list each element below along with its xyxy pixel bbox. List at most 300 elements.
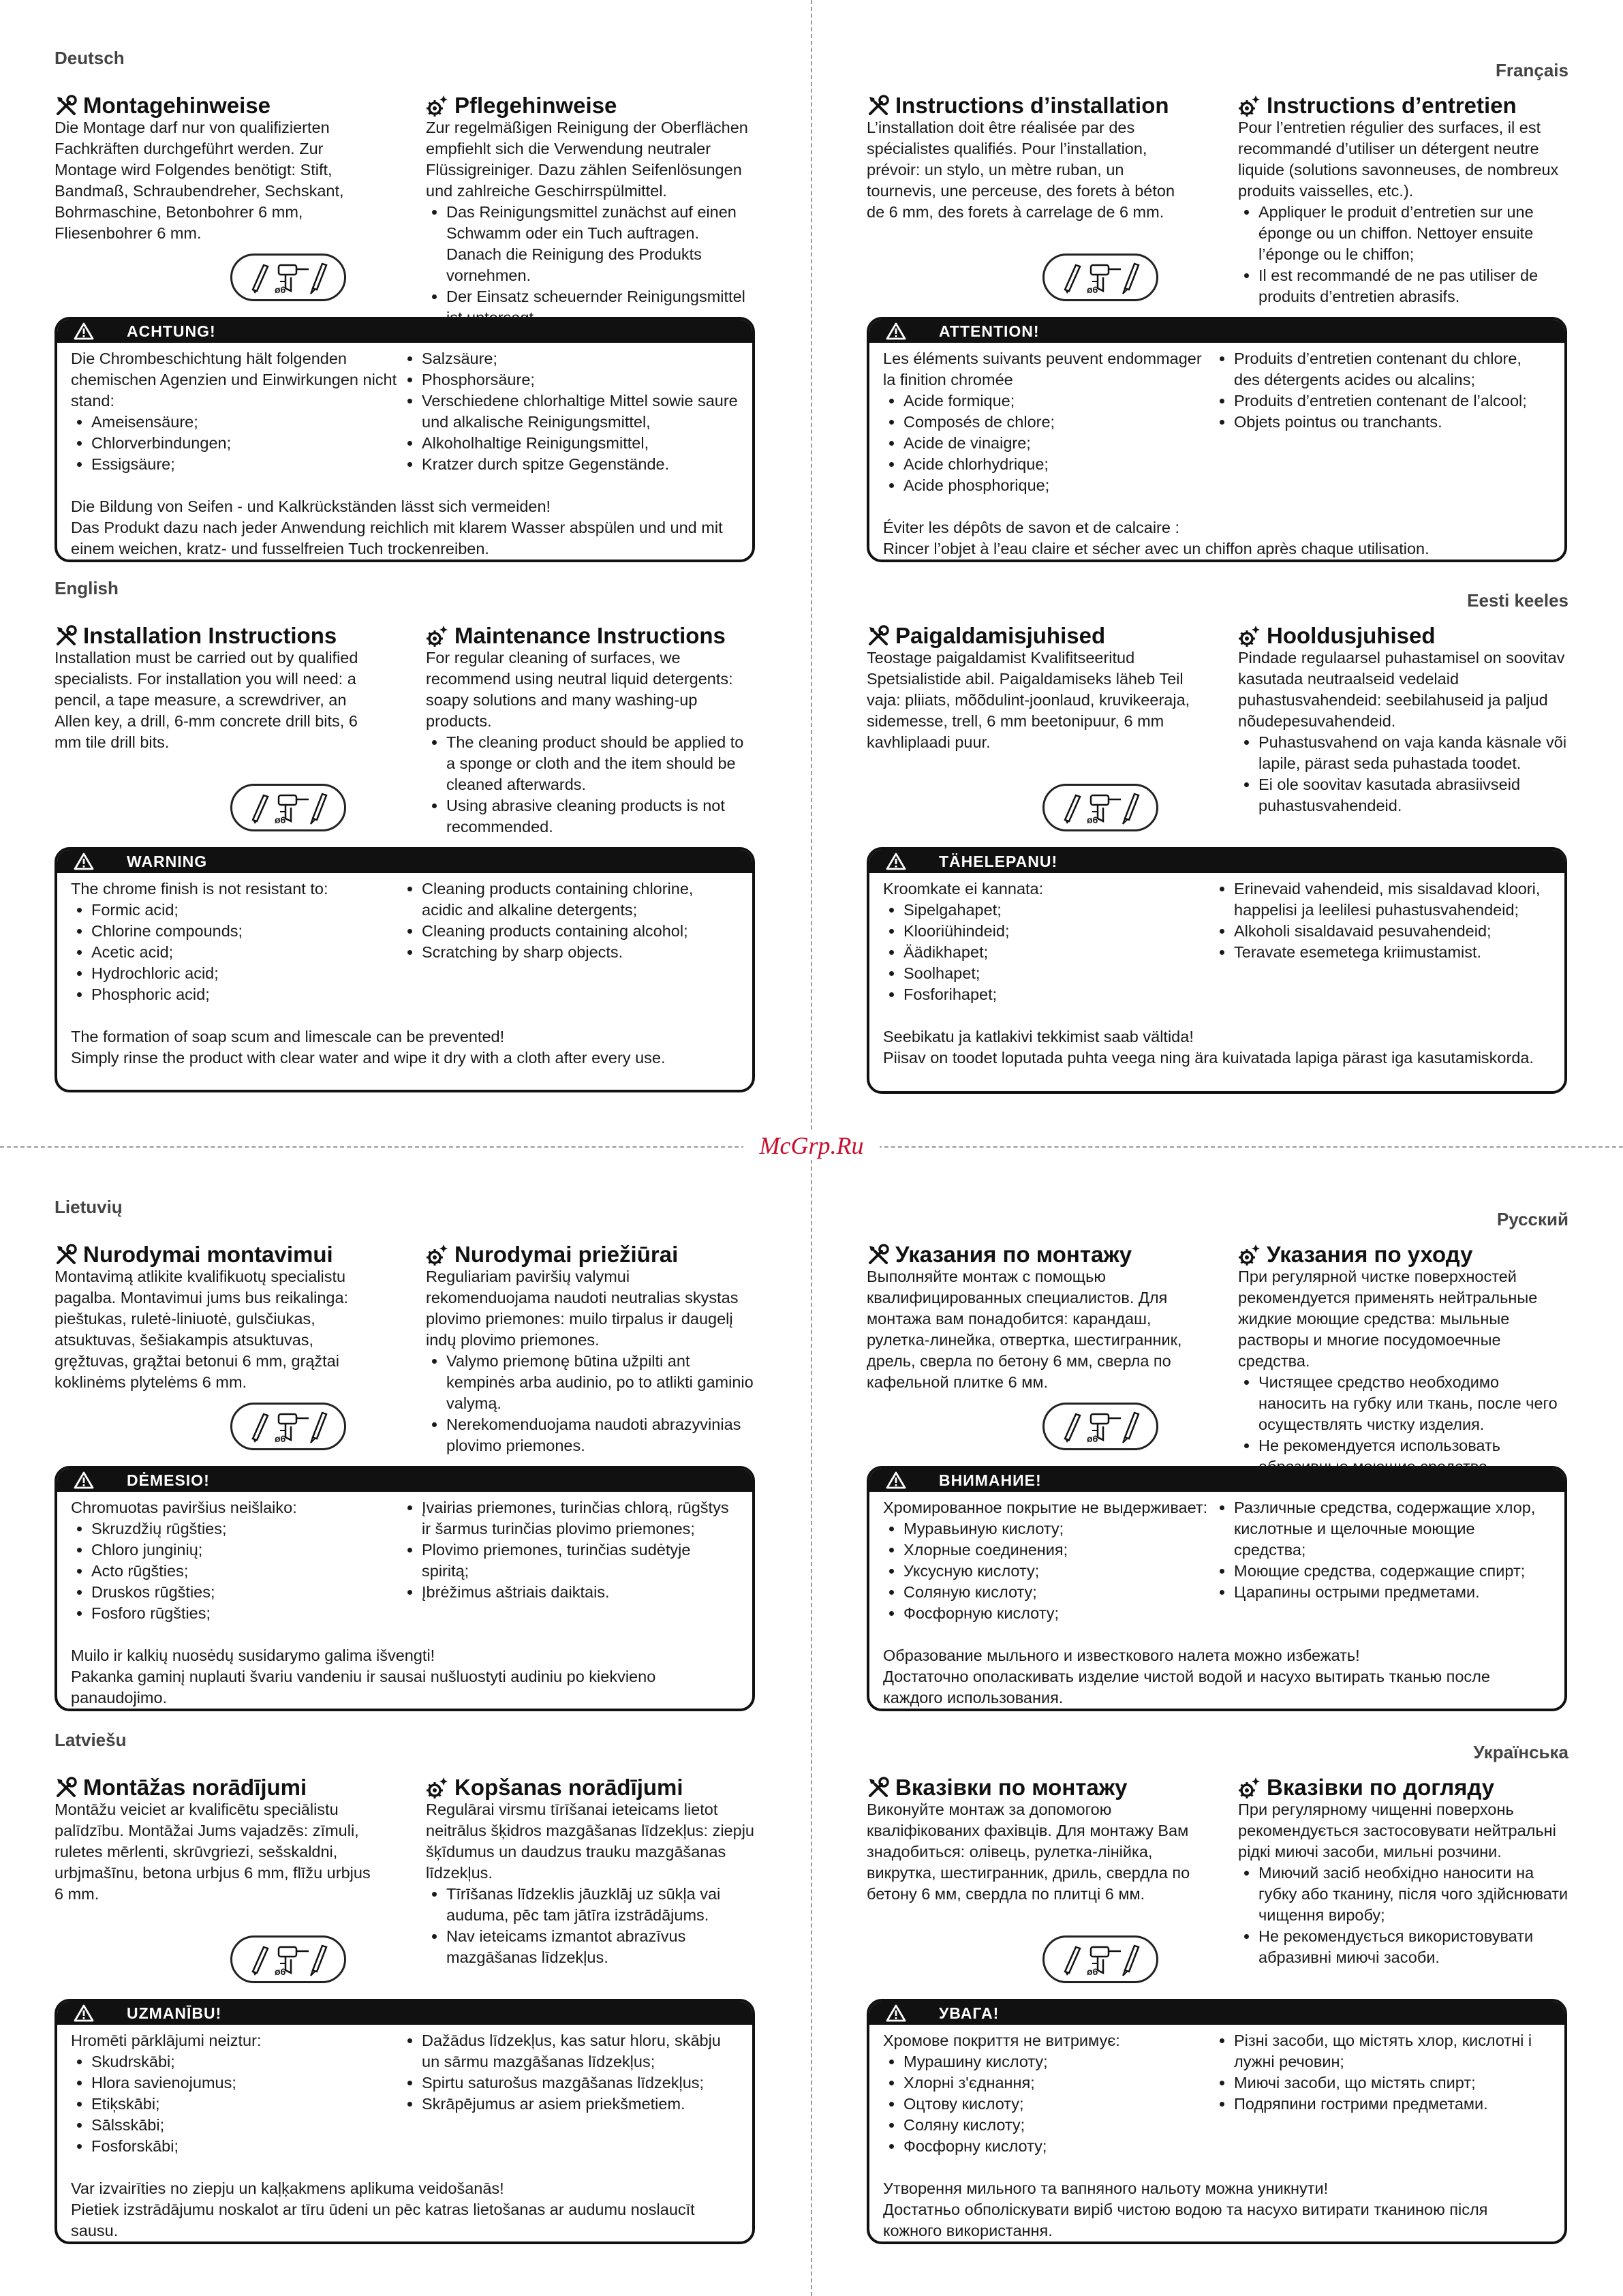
list-item: • Различные средства, содержащие хлор, кислотные и щелочные моющие средства; bbox=[1234, 1497, 1551, 1561]
warning-right-list bbox=[1214, 2030, 1551, 2115]
language-label: Lietuvių bbox=[55, 1197, 123, 1217]
wrench-screwdriver-icon bbox=[55, 1776, 83, 1799]
care-paragraph: При регулярному чищенні поверхонь рекомендується застосовувати нейтральні рідкі миючі засоби, мильні розчини. bbox=[1238, 1801, 1556, 1861]
list-item: • Kratzer durch spitze Gegenstände. bbox=[422, 454, 739, 475]
care-title bbox=[1238, 1775, 1494, 1801]
list-item: • Мурашину кислоту; bbox=[903, 2051, 1214, 2072]
warning-footer-line: Die Bildung von Seifen - und Kalkrückständen lässt sich vermeiden! bbox=[71, 498, 551, 515]
care-title bbox=[1238, 623, 1436, 649]
installation-paragraph: Installation must be carried out by qualified specialists. For installation you will need: a pencil, a tape measure, a screwdriver, an Allen key, a drill, 6-mm concrete drill bits, 6 mm tile drill bits. bbox=[55, 649, 358, 751]
warning-right-list bbox=[1214, 878, 1551, 963]
care-title bbox=[426, 93, 617, 119]
list-item: • Cleaning products containing alcohol; bbox=[422, 921, 739, 942]
list-item: • Моющие средства, содержащие спирт; bbox=[1234, 1561, 1551, 1582]
language-label: Українська bbox=[1473, 1742, 1568, 1762]
spacer bbox=[883, 1005, 1551, 1026]
list-item: • Chlorine compounds; bbox=[91, 921, 401, 942]
warning-right-column bbox=[401, 1497, 739, 1624]
warning-header bbox=[57, 850, 752, 873]
warning-triangle-icon bbox=[74, 2004, 127, 2022]
installation-title-text: Указания по монтажу bbox=[895, 1242, 1132, 1267]
care-text bbox=[1238, 1266, 1568, 1478]
list-item: • Produits d’entretien contenant du chlore, des détergents acides ou alcalins; bbox=[1234, 348, 1551, 391]
installation-title-text: Montāžas norādījumi bbox=[83, 1775, 307, 1800]
pencil-drill-screwdriver-icon bbox=[230, 1403, 346, 1450]
care-title-text: Вказівки по догляду bbox=[1267, 1775, 1495, 1800]
installation-paragraph: Teostage paigaldamist Kvalifitseeritud Spetsialistide abil. Paigaldamiseks läheb Teil vaja: pliiats, mõõdulint-joonlaud, kruvikeeraja, sidemesse, trell, 6 mm beetonipuur, 6 mm kavhliplaadi puur. bbox=[867, 649, 1190, 751]
list-item: • Dažādus līdzekļus, kas satur hloru, skābju un sārmu mazgāšanas līdzekļus; bbox=[422, 2030, 739, 2072]
warning-left-column bbox=[71, 878, 401, 1005]
list-item: • Alkoholi sisaldavaid pesuvahendeid; bbox=[1234, 921, 1551, 942]
list-item: • Tīrīšanas līdzeklis jāuzklāj uz sūkļa vai auduma, pēc tam jātīra izstrādājums. bbox=[446, 1884, 756, 1926]
warning-triangle-icon bbox=[74, 322, 127, 340]
warning-left-column bbox=[883, 1497, 1214, 1624]
drill-size-label: ø6 bbox=[275, 1433, 286, 1444]
drill-size-label: ø6 bbox=[275, 284, 286, 295]
warning-right-list bbox=[1214, 1497, 1551, 1603]
sparkle-gear-icon bbox=[426, 94, 454, 117]
warning-label: TÄHELEPANU! bbox=[939, 852, 1058, 870]
warning-header bbox=[869, 320, 1564, 343]
warning-label: DĖMESIO! bbox=[127, 1471, 210, 1489]
warning-left-column bbox=[883, 2030, 1214, 2157]
warning-body bbox=[869, 1492, 1564, 1711]
wrench-screwdriver-icon bbox=[867, 1776, 895, 1799]
installation-title-text: Montagehinweise bbox=[83, 93, 271, 118]
warning-right-list bbox=[401, 878, 739, 963]
care-text bbox=[1238, 1799, 1568, 1968]
list-item: • Acide formique; bbox=[903, 391, 1214, 412]
list-item: • Уксусную кислоту; bbox=[903, 1561, 1214, 1582]
installation-title bbox=[55, 1775, 307, 1801]
warning-intro: Хромове покриття не витримує: bbox=[883, 2032, 1120, 2049]
warning-header bbox=[869, 850, 1564, 873]
warning-columns bbox=[71, 348, 739, 475]
warning-footer-line: Seebikatu ja katlakivi tekkimist saab vältida! bbox=[883, 1028, 1194, 1045]
sparkle-gear-icon bbox=[1238, 94, 1267, 117]
care-list bbox=[1238, 1863, 1568, 1968]
list-item: • Acide chlorhydrique; bbox=[903, 454, 1214, 475]
list-item: • Druskos rūgšties; bbox=[91, 1582, 401, 1603]
pencil-drill-screwdriver-icon bbox=[230, 784, 346, 831]
list-item: • Sipelgahapet; bbox=[903, 900, 1214, 921]
list-item: • Різні засоби, що містять хлор, кислотні і лужні речовин; bbox=[1234, 2030, 1551, 2072]
list-item: • Salzsäure; bbox=[422, 348, 739, 369]
warning-footer-line: Pietiek izstrādājumu noskalot ar tīru ūdeni un pēc katras lietošanas ar audumu noslaucīt sausu. bbox=[71, 2201, 695, 2239]
wrench-screwdriver-icon bbox=[867, 624, 895, 647]
pencil-drill-screwdriver-icon bbox=[1042, 1403, 1158, 1450]
warning-left-column bbox=[883, 348, 1214, 496]
warning-body bbox=[57, 873, 752, 1075]
warning-box bbox=[55, 847, 755, 1092]
wrench-screwdriver-icon bbox=[55, 624, 83, 647]
warning-triangle-icon bbox=[886, 853, 939, 870]
warning-columns bbox=[71, 2030, 739, 2157]
warning-box bbox=[867, 847, 1567, 1094]
list-item: • Formic acid; bbox=[91, 900, 401, 921]
care-text bbox=[426, 117, 756, 328]
warning-footer-line: Pakanka gaminį nuplauti švariu vandeniu ir sausai nušluostyti audiniu po kiekvieno panaudojimo. bbox=[71, 1668, 656, 1706]
wrench-screwdriver-icon bbox=[867, 1243, 895, 1266]
care-text bbox=[426, 1799, 756, 1968]
care-paragraph: Regulārai virsmu tīrīšanai ieteicams lietot neitrālus šķidros mazgāšanas līdzekļus: ziepju šķīdumus un daudzus trauku mazgāšanas līdzekļus. bbox=[426, 1801, 754, 1882]
list-item: • Хлорные соединения; bbox=[903, 1540, 1214, 1561]
list-item: • Etiķskābi; bbox=[91, 2094, 401, 2115]
list-item: • Муравьиную кислоту; bbox=[903, 1518, 1214, 1540]
warning-body bbox=[869, 343, 1564, 562]
warning-right-list bbox=[401, 1497, 739, 1603]
warning-footer-line: Simply rinse the product with clear water and wipe it dry with a cloth after every use. bbox=[71, 1049, 666, 1067]
installation-text bbox=[867, 647, 1194, 753]
wrench-screwdriver-icon bbox=[55, 94, 83, 117]
warning-left-list bbox=[71, 412, 401, 475]
list-item: • Fosforihapet; bbox=[903, 984, 1214, 1005]
list-item: • Chloro junginių; bbox=[91, 1540, 401, 1561]
spacer bbox=[883, 2157, 1551, 2178]
wrench-screwdriver-icon bbox=[55, 1243, 83, 1266]
installation-paragraph: L’installation doit être réalisée par des spécialistes qualifiés. Pour l’installation, prévoir: un stylo, un mètre ruban, un tournevis, une perceuse, des forets à béton de 6 mm, des forets à carrelage de 6 mm. bbox=[867, 119, 1175, 221]
warning-intro: Kroomkate ei kannata: bbox=[883, 880, 1044, 898]
list-item: • Миючий засіб необхідно наносити на губку або тканину, після чого здійснювати чищення виробу; bbox=[1258, 1863, 1568, 1926]
list-item: • Spirtu saturošus mazgāšanas līdzekļus; bbox=[422, 2072, 739, 2094]
care-title-text: Nurodymai priežiūrai bbox=[454, 1242, 679, 1267]
warning-left-list bbox=[71, 2051, 401, 2157]
warning-left-list bbox=[883, 391, 1214, 496]
warning-header bbox=[57, 1469, 752, 1492]
spacer bbox=[883, 1624, 1551, 1645]
warning-right-column bbox=[1214, 878, 1551, 1005]
warning-triangle-icon bbox=[886, 1471, 939, 1489]
list-item: • Чистящее средство необходимо наносить на губку или ткань, после чего осуществлять чистку изделия. bbox=[1258, 1372, 1568, 1435]
warning-header bbox=[57, 320, 752, 343]
care-title bbox=[426, 1775, 683, 1801]
warning-body bbox=[869, 873, 1564, 1075]
list-item: • Įvairias priemones, turinčias chlorą, rūgštys ir šarmus turinčias plovimo priemones; bbox=[422, 1497, 739, 1540]
care-paragraph: Zur regelmäßigen Reinigung der Oberflächen empfiehlt sich die Verwendung neutraler Flüssigreiniger. Dazu zählen Seifenlösungen und zahlreiche Geschirrspülmittel. bbox=[426, 119, 748, 200]
language-label: Latviešu bbox=[55, 1730, 127, 1750]
drill-size-label: ø6 bbox=[275, 814, 286, 825]
list-item: • Acto rūgšties; bbox=[91, 1561, 401, 1582]
pencil-drill-screwdriver-icon bbox=[1042, 784, 1158, 831]
spacer bbox=[71, 475, 739, 496]
sparkle-gear-icon bbox=[426, 1776, 454, 1799]
list-item: • Alkoholhaltige Reinigungsmittel, bbox=[422, 433, 739, 454]
care-list bbox=[426, 202, 756, 328]
list-item: • Acide phosphorique; bbox=[903, 475, 1214, 496]
list-item: • Не рекомендуется использовать bbox=[1258, 1435, 1568, 1478]
care-title bbox=[1238, 93, 1517, 119]
list-item: • Nav ieteicams izmantot abrazīvus mazgāšanas līdzekļus. bbox=[446, 1926, 756, 1968]
list-item: • Phosphoric acid; bbox=[91, 984, 401, 1005]
warning-intro: Les éléments suivants peuvent endommager la finition chromée bbox=[883, 350, 1202, 388]
warning-footer-line: Образование мыльного и известкового налета можно избежать! bbox=[883, 1647, 1360, 1664]
warning-footer-line: Piisav on toodet loputada puhta veega ning ära kuivatada lapiga pärast iga kasutamiskorda. bbox=[883, 1049, 1534, 1067]
installation-title-text: Paigaldamisjuhised bbox=[895, 623, 1106, 648]
warning-right-column bbox=[1214, 2030, 1551, 2157]
warning-left-column bbox=[71, 2030, 401, 2157]
list-item: • Cleaning products containing chlorine, acidic and alkaline detergents; bbox=[422, 878, 739, 921]
care-title-text: Pflegehinweise bbox=[454, 93, 617, 118]
warning-label: UZMANĪBU! bbox=[127, 2004, 222, 2022]
list-item: • Das Reinigungsmittel zunächst auf einen Schwamm oder ein Tuch auftragen. Danach die Reinigung des Produkts vornehmen. bbox=[446, 202, 756, 286]
list-item: • Klooriühindeid; bbox=[903, 921, 1214, 942]
list-item: • Ei ole soovitav kasutada abrasiivseid puhastusvahendeid. bbox=[1258, 774, 1568, 816]
language-label: Eesti keeles bbox=[1467, 590, 1568, 611]
warning-columns bbox=[71, 1497, 739, 1624]
language-label: Français bbox=[1496, 60, 1568, 80]
installation-paragraph: Выполняйте монтаж с помощью квалифицированных специалистов. Для монтажа вам понадобится: карандаш, рулетка-линейка, отвертка, шестигранник, дрель, сверла по бетону 6 мм, сверла по кафельной плитке 6 мм. bbox=[867, 1268, 1182, 1391]
warning-box bbox=[55, 1466, 755, 1711]
warning-footer-line: Das Produkt dazu nach jeder Anwendung reichlich mit klarem Wasser abspülen und und mit einem weichen, kratz- und fusselfreien Tuch trockenreiben. bbox=[71, 519, 723, 557]
care-list bbox=[1238, 1372, 1568, 1478]
warning-label: ВНИМАНИЕ! bbox=[939, 1471, 1042, 1489]
list-item: • Хлорні з'єднання; bbox=[903, 2072, 1214, 2094]
warning-left-list bbox=[883, 1518, 1214, 1624]
list-item: • Hlora savienojumus; bbox=[91, 2072, 401, 2094]
warning-triangle-icon bbox=[886, 2004, 939, 2022]
drill-size-label: ø6 bbox=[1087, 1433, 1098, 1444]
list-item: • Produits d’entretien contenant de l’alcool; bbox=[1234, 391, 1551, 412]
warning-intro: The chrome finish is not resistant to: bbox=[71, 880, 328, 898]
warning-left-list bbox=[71, 900, 401, 1005]
installation-text bbox=[867, 117, 1194, 223]
care-paragraph: Pour l’entretien régulier des surfaces, il est recommandé d’utiliser un détergent neutre liquide (solutions savonneuses, de nombreux produits vaisselles, etc.). bbox=[1238, 119, 1559, 200]
warning-right-list bbox=[1214, 348, 1551, 433]
list-item: • Nerekomenduojama naudoti abrazyvinias plovimo priemones. bbox=[446, 1414, 756, 1456]
warning-left-column bbox=[71, 348, 401, 475]
sparkle-gear-icon bbox=[1238, 1776, 1267, 1799]
installation-title bbox=[55, 1242, 333, 1268]
warning-columns bbox=[883, 1497, 1551, 1624]
list-item: • Composés de chlore; bbox=[903, 412, 1214, 433]
list-item: • Подряпини гострими предметами. bbox=[1234, 2094, 1551, 2115]
installation-text bbox=[867, 1266, 1194, 1393]
warning-triangle-icon bbox=[886, 322, 939, 340]
care-list bbox=[426, 732, 756, 838]
warning-box bbox=[55, 1999, 755, 2244]
list-item: • Fosforo rūgšties; bbox=[91, 1603, 401, 1624]
warning-intro: Chromuotas paviršius neišlaiko: bbox=[71, 1499, 297, 1516]
list-item: • Не рекомендується використовувати абразивні миючі засоби. bbox=[1258, 1926, 1568, 1968]
list-item: • Valymo priemonę būtina užpilti ant kempinės arba audinio, po to atlikti gaminio valymą. bbox=[446, 1351, 756, 1414]
spacer bbox=[71, 1005, 739, 1026]
warning-right-column bbox=[1214, 1497, 1551, 1624]
list-item: • Skudrskābi; bbox=[91, 2051, 401, 2072]
list-item: • Plovimo priemones, turinčias sudėtyje spiritą; bbox=[422, 1540, 739, 1582]
care-title-text: Instructions d’entretien bbox=[1267, 93, 1517, 118]
warning-header bbox=[869, 2002, 1564, 2025]
installation-text bbox=[55, 1799, 382, 1905]
installation-text bbox=[55, 647, 382, 753]
care-title bbox=[426, 623, 726, 649]
care-title-text: Maintenance Instructions bbox=[454, 623, 726, 648]
installation-text bbox=[867, 1799, 1194, 1905]
warning-intro: Hromēti pārklājumi neiztur: bbox=[71, 2032, 262, 2049]
care-list bbox=[426, 1884, 756, 1968]
list-item: • Erinevaid vahendeid, mis sisaldavad kloori, happelisi ja leelilesi puhastusvahendeid; bbox=[1234, 878, 1551, 921]
care-list bbox=[426, 1351, 756, 1456]
care-title bbox=[1238, 1242, 1472, 1268]
care-title-text: Указания по уходу bbox=[1267, 1242, 1473, 1267]
sparkle-gear-icon bbox=[1238, 1243, 1267, 1266]
installation-title bbox=[55, 623, 337, 649]
list-item: • Scratching by sharp objects. bbox=[422, 942, 739, 963]
list-item: • Соляную кислоту; bbox=[903, 1582, 1214, 1603]
watermark: McGrp.Ru bbox=[743, 1131, 880, 1160]
care-paragraph: При регулярной чистке поверхностей рекомендуется применять нейтральные жидкие моющие средства: мыльные растворы и многие посудомоечные средства. bbox=[1238, 1268, 1538, 1370]
list-item: • Sālsskābi; bbox=[91, 2115, 401, 2136]
installation-title-text: Nurodymai montavimui bbox=[83, 1242, 333, 1267]
language-label: Deutsch bbox=[55, 48, 125, 68]
pencil-drill-screwdriver-icon bbox=[230, 254, 346, 301]
list-item: • Фосфорну кислоту; bbox=[903, 2136, 1214, 2157]
sparkle-gear-icon bbox=[426, 1243, 454, 1266]
warning-columns bbox=[883, 2030, 1551, 2157]
warning-triangle-icon bbox=[74, 853, 127, 870]
list-item: • Essigsäure; bbox=[91, 454, 401, 475]
care-text bbox=[426, 1266, 756, 1456]
warning-body bbox=[57, 2025, 752, 2244]
warning-box bbox=[867, 317, 1567, 562]
care-text bbox=[426, 647, 756, 838]
list-item: • Įbrėžimus aštriais daiktais. bbox=[422, 1582, 739, 1603]
warning-triangle-icon bbox=[74, 1471, 127, 1489]
drill-size-label: ø6 bbox=[1087, 814, 1098, 825]
list-item: • Hydrochloric acid; bbox=[91, 963, 401, 984]
drill-size-label: ø6 bbox=[1087, 1966, 1098, 1977]
installation-text bbox=[55, 1266, 382, 1393]
installation-title bbox=[867, 93, 1169, 119]
list-item: • Фосфорную кислоту; bbox=[903, 1603, 1214, 1624]
list-item: • Appliquer le produit d’entretien sur une éponge ou un chiffon. Nettoyer ensuite l’éponge ou le chiffon; bbox=[1258, 202, 1568, 265]
list-item: • Оцтову кислоту; bbox=[903, 2094, 1214, 2115]
installation-title-text: Instructions d’installation bbox=[895, 93, 1169, 118]
list-item: • Der Einsatz scheuernder Reinigungsmittel bbox=[446, 286, 756, 328]
warning-label: ACHTUNG! bbox=[127, 322, 216, 340]
care-paragraph: Reguliariam paviršių valymui rekomenduojama naudoti neutralias skystas plovimo priemones: muilo tirpalus ir daugelį indų plovimo priemones. bbox=[426, 1268, 739, 1349]
warning-label: УВАГА! bbox=[939, 2004, 1000, 2022]
warning-right-column bbox=[401, 878, 739, 1005]
warning-header bbox=[869, 1469, 1564, 1492]
warning-footer-line: Достаточно ополаскивать изделие чистой водой и насухо вытирать тканью после каждого использования. bbox=[883, 1668, 1490, 1706]
list-item: • Fosforskābi; bbox=[91, 2136, 401, 2157]
care-list bbox=[1238, 732, 1568, 816]
warning-left-column bbox=[883, 878, 1214, 1005]
warning-right-column bbox=[1214, 348, 1551, 496]
installation-title bbox=[867, 623, 1105, 649]
list-item: • Acide de vinaigre; bbox=[903, 433, 1214, 454]
warning-footer-line: Утворення мильного та вапняного нальоту можна уникнути! bbox=[883, 2179, 1329, 2197]
list-item: • Acetic acid; bbox=[91, 942, 401, 963]
drill-size-label: ø6 bbox=[1087, 284, 1098, 295]
list-item: • Phosphorsäure; bbox=[422, 369, 739, 391]
warning-right-column bbox=[401, 2030, 739, 2157]
list-item: • Puhastusvahend on vaja kanda käsnale või lapile, pärast seda puhastada toodet. bbox=[1258, 732, 1568, 774]
warning-right-list bbox=[401, 2030, 739, 2115]
list-item: • Миючі засоби, що містять спирт; bbox=[1234, 2072, 1551, 2094]
warning-box bbox=[55, 317, 755, 562]
list-item: • Skrāpējumus ar asiem priekšmetiem. bbox=[422, 2094, 739, 2115]
warning-label: WARNING bbox=[127, 852, 208, 870]
list-item: • Using abrasive cleaning products is not recommended. bbox=[446, 795, 756, 838]
warning-left-list bbox=[71, 1518, 401, 1624]
care-paragraph: For regular cleaning of surfaces, we recommend using neutral liquid detergents: soapy solutions and many washing-up products. bbox=[426, 649, 733, 730]
care-list bbox=[1238, 202, 1568, 307]
list-item: • Teravate esemetega kriimustamist. bbox=[1234, 942, 1551, 963]
warning-footer-line: Éviter les dépôts de savon et de calcaire : bbox=[883, 519, 1179, 536]
warning-columns bbox=[71, 878, 739, 1005]
list-item: • Ameisensäure; bbox=[91, 412, 401, 433]
warning-footer-line: Rincer l’objet à l’eau claire et sécher avec un chiffon après chaque utilisation. bbox=[883, 540, 1429, 557]
care-paragraph: Pindade regulaarsel puhastamisel on soovitav kasutada neutraalseid vedelaid puhastusvahendeid: seebilahuseid ja paljud nõudepesuvahendeid. bbox=[1238, 649, 1565, 730]
warning-columns bbox=[883, 348, 1551, 496]
drill-size-label: ø6 bbox=[275, 1966, 286, 1977]
warning-intro: Die Chrombeschichtung hält folgenden chemischen Agenzien und Einwirkungen nicht stand: bbox=[71, 350, 397, 410]
sparkle-gear-icon bbox=[1238, 624, 1267, 647]
list-item: • The cleaning product should be applied to a sponge or cloth and the item should be cleaned afterwards. bbox=[446, 732, 756, 795]
warning-right-column bbox=[401, 348, 739, 475]
list-item: • Царапины острыми предметами. bbox=[1234, 1582, 1551, 1603]
warning-body bbox=[869, 2025, 1564, 2244]
installation-title bbox=[55, 93, 270, 119]
spacer bbox=[883, 496, 1551, 517]
care-title-text: Kopšanas norādījumi bbox=[454, 1775, 683, 1800]
warning-intro: Хромированное покрытие не выдерживает: bbox=[883, 1499, 1208, 1516]
care-title-text: Hooldusjuhised bbox=[1267, 623, 1436, 648]
pencil-drill-screwdriver-icon bbox=[1042, 1935, 1158, 1983]
warning-footer-line: Muilo ir kalkių nuosėdų susidarymo galima išvengti! bbox=[71, 1647, 435, 1664]
installation-paragraph: Montavimą atlikite kvalifikuotų specialistu pagalba. Montavimui jums bus reikalinga: pieštukas, ruletė-liniuotė, gulsčiukas, atsuktuvas, šešiakampis atsuktuvas, gręžtuvas, grąžtai betonui 6 mm, grąžtai koklinėms plytelėms 6 mm. bbox=[55, 1268, 349, 1391]
pencil-drill-screwdriver-icon bbox=[1042, 254, 1158, 301]
warning-right-list bbox=[401, 348, 739, 475]
warning-left-list bbox=[883, 900, 1214, 1005]
spacer bbox=[71, 2157, 739, 2178]
warning-box bbox=[867, 1466, 1567, 1711]
list-item: • Verschiedene chlorhaltige Mittel sowie saure und alkalische Reinigungsmittel, bbox=[422, 391, 739, 433]
care-text bbox=[1238, 117, 1568, 307]
list-item: • Objets pointus ou tranchants. bbox=[1234, 412, 1551, 433]
installation-title-text: Вказівки по монтажу bbox=[895, 1775, 1128, 1800]
warning-label: ATTENTION! bbox=[939, 322, 1040, 340]
list-item: • Il est recommandé de ne pas utiliser de produits d’entretien abrasifs. bbox=[1258, 265, 1568, 307]
warning-box bbox=[867, 1999, 1567, 2244]
warning-body bbox=[57, 343, 752, 562]
installation-paragraph: Виконуйте монтаж за допомогою кваліфікованих фахівців. Для монтажу Вам знадобиться: олівець, рулетка-лінійка, викрутка, шестигранник, дриль, свердла по бетону 6 мм, свердла по плитці 6 мм. bbox=[867, 1801, 1190, 1903]
pencil-drill-screwdriver-icon bbox=[230, 1935, 346, 1983]
installation-paragraph: Die Montage darf nur von qualifizierten Fachkräften durchgeführt werden. Zur Montage wird Folgendes benötigt: Stift, Bandmaß, Schraubendreher, Sechskant, Bohrmaschine, Betonbohrer 6 mm, Fliesenbohrer 6 mm. bbox=[55, 119, 344, 242]
warning-left-list bbox=[883, 2051, 1214, 2157]
care-text bbox=[1238, 647, 1568, 816]
installation-paragraph: Montāžu veiciet ar kvalificētu speciālistu palīdzību. Montāžai Jums vajadzēs: zīmuli, ruletes mērlenti, skrūvgriezi, sešskaldni, urbjmašīnu, betona urbjus 6 mm, flīžu urbjus 6 mm. bbox=[55, 1801, 371, 1903]
installation-title bbox=[867, 1242, 1132, 1268]
list-item: • Соляну кислоту; bbox=[903, 2115, 1214, 2136]
list-item: • Chlorverbindungen; bbox=[91, 433, 401, 454]
wrench-screwdriver-icon bbox=[867, 94, 895, 117]
warning-footer-line: The formation of soap scum and limescale can be prevented! bbox=[71, 1028, 505, 1045]
warning-columns bbox=[883, 878, 1551, 1005]
warning-footer-line: Достатньо обполіскувати виріб чистою водою та насухо витирати тканиною після кожного використання. bbox=[883, 2201, 1488, 2239]
warning-left-column bbox=[71, 1497, 401, 1624]
care-title bbox=[426, 1242, 678, 1268]
spacer bbox=[71, 1624, 739, 1645]
installation-text bbox=[55, 117, 382, 244]
warning-header bbox=[57, 2002, 752, 2025]
list-item: • Skruzdžių rūgšties; bbox=[91, 1518, 401, 1540]
warning-body bbox=[57, 1492, 752, 1711]
warning-footer-line: Var izvairīties no ziepju un kaļķakmens aplikuma veidošanās! bbox=[71, 2179, 504, 2197]
language-label: Русский bbox=[1496, 1209, 1568, 1229]
list-item: • Soolhapet; bbox=[903, 963, 1214, 984]
